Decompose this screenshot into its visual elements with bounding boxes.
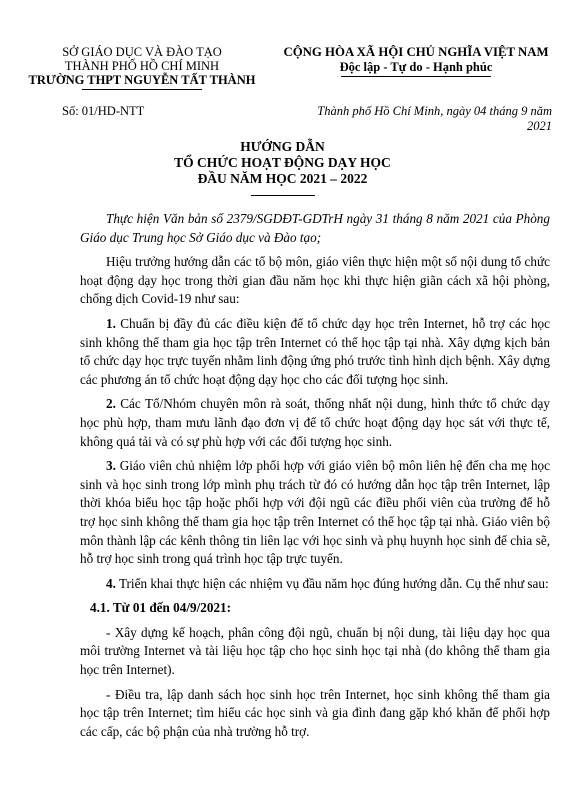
title-line-2: TỔ CHỨC HOẠT ĐỘNG DẠY HỌC [174, 155, 391, 170]
item-text: Giáo viên chủ nhiệm lớp phối hợp với giáo viên bộ môn liên hệ đến cha mẹ học sinh và học sinh trong lớp mình phụ trách từ đó có hướng dẫn học tập trên Internet, lập thời khóa biểu học tập hoặc phối hợp với đội ngũ các điều phối viên của trường để hỗ trợ học sinh không thể tham gia học tập trên Internet có thể học tập tại nhà. Giáo viên bộ môn thành lập các kênh thông tin liên lạc với học sinh và phụ huynh học sinh để chia sẽ, hỗ trợ học sinh trong quá trình học tập trực tuyến. [80, 458, 550, 567]
document-body [80, 210, 550, 747]
item-number: 1. [106, 315, 116, 331]
item-number: 4. [106, 575, 116, 591]
item-text: Chuẩn bị đầy đủ các điều kiện để tổ chức dạy học trên Internet, hỗ trợ các học sinh không thể tham gia học tập trên Internet có thể học tập tại nhà. Xây dựng kịch bản tổ chức dạy học trực tuyến nhằm linh động ứng phó trước tình hình dịch bệnh. Xây dựng các phương án tổ chức hoạt động dạy học cho các đối tượng học sinh. [80, 315, 550, 387]
issuer-header [26, 45, 258, 90]
item-paragraph-2 [80, 395, 550, 451]
item-number: 3. [106, 458, 116, 474]
issuer-department: SỞ GIÁO DỤC VÀ ĐÀO TẠO [62, 45, 222, 59]
title-line-3: ĐẦU NĂM HỌC 2021 – 2022 [197, 171, 368, 186]
bullet-paragraph-2: - Điều tra, lập danh sách học sinh học trên Internet, học sinh không thể tham gia học tập trên Internet; tìm hiểu các học sinh và gia đình đang gặp khó khăn để phối hợp các cấp, các bộ phận của nhà trường hỗ trợ. [80, 686, 550, 739]
preamble-paragraph: Thực hiện Văn bản số 2379/SGDĐT-GDTrH ngày 31 tháng 8 năm 2021 của Phòng Giáo dục Trung học Sở Giáo dục và Đào tạo; [80, 211, 550, 245]
item-number: 2. [106, 396, 116, 412]
subsection-heading: 4.1. Từ 01 đến 04/9/2021: [90, 600, 232, 616]
item-text: Các Tổ/Nhóm chuyên môn rà soát, thống nhất nội dung, hình thức tổ chức dạy học phù hợp, tham mưu lãnh đạo đơn vị để tổ chức hoạt động dạy học sát với thực tế, không quá tải và có sự phù hợp với các đối tượng học sinh. [80, 396, 550, 449]
bullet-paragraph-1: - Xây dựng kế hoạch, phân công đội ngũ, chuẩn bị nội dung, tài liệu dạy học qua môi trường Internet và tài liệu học tập cho học sinh học tại nhà (do không thể tham gia học trên Internet). [80, 624, 550, 678]
item-paragraph-1 [80, 315, 550, 389]
item-paragraph-4 [80, 575, 550, 594]
document-title [0, 139, 565, 196]
intro-paragraph: Hiệu trưởng hướng dẫn các tổ bộ môn, giáo viên thực hiện một số nội dung tổ chức hoạt động dạy học trong thời gian đầu năm học khi thực hiện giãn cách xã hội phòng, chống dịch Covid-19 như sau: [80, 254, 550, 307]
motto-underline [341, 76, 491, 77]
issuer-school: TRƯỜNG THPT NGUYỄN TẤT THÀNH [28, 73, 256, 87]
national-header [282, 45, 550, 77]
item-text: Triển khai thực hiện các nhiệm vụ đầu năm học đúng hướng dẫn. Cụ thể như sau: [115, 575, 549, 591]
item-paragraph-3 [80, 457, 550, 569]
document-date: Thành phố Hồ Chí Minh, ngày 04 tháng 9 năm 2021 [317, 104, 552, 133]
national-motto: Độc lập - Tự do - Hạnh phúc [339, 60, 493, 74]
national-name: CỘNG HÒA XÃ HỘI CHỦ NGHĨA VIỆT NAM [283, 45, 549, 59]
issuer-city: THÀNH PHỐ HỒ CHÍ MINH [64, 59, 220, 73]
document-number: Số: 01/HD-NTT [62, 104, 145, 118]
issuer-underline [82, 89, 202, 90]
title-underline [251, 195, 315, 196]
title-line-1: HƯỚNG DẪN [240, 139, 325, 154]
